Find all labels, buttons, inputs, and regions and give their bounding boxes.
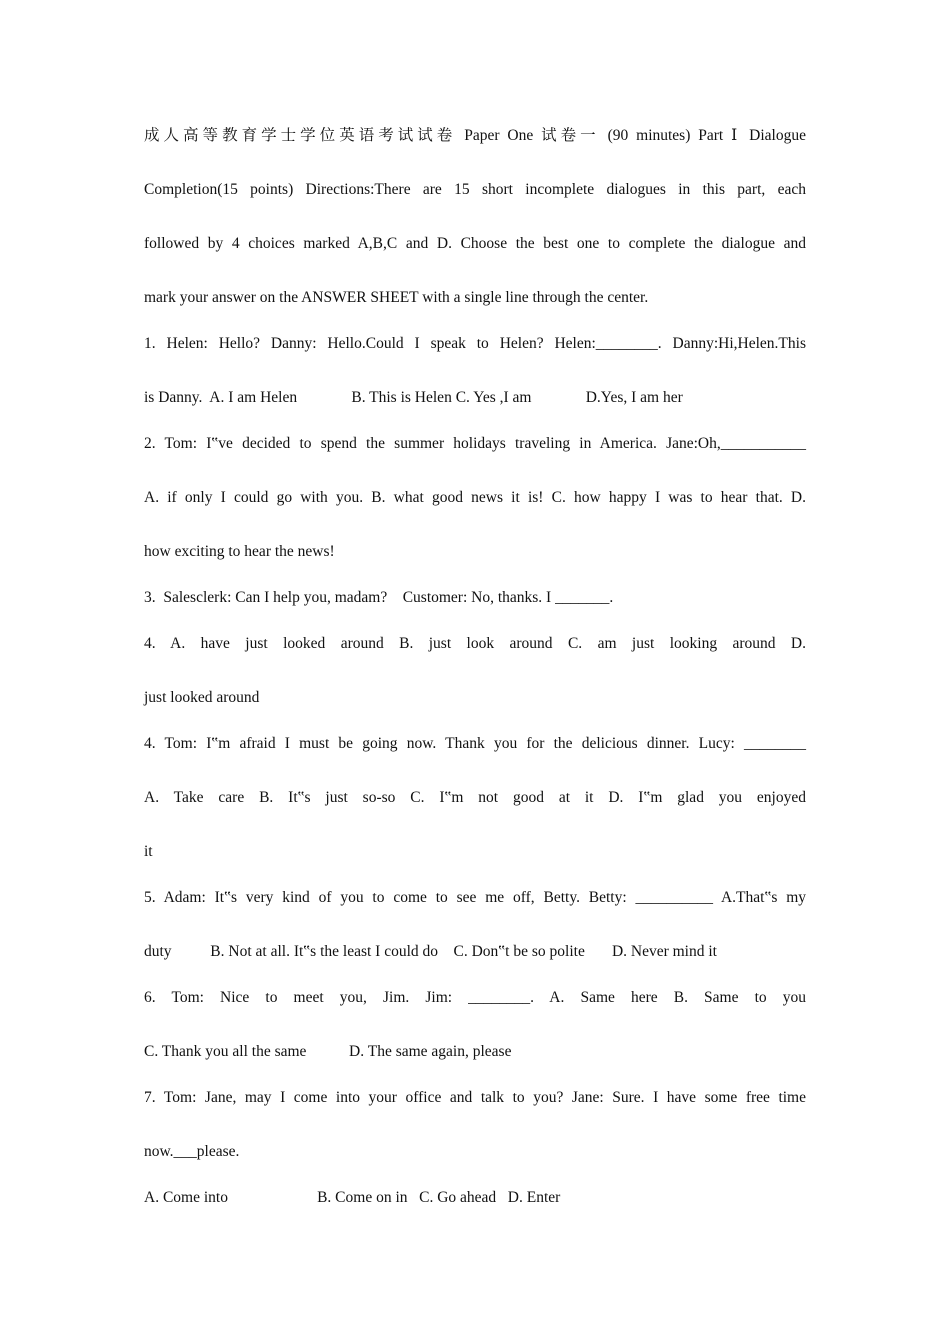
question-2-line-3: how exciting to hear the news!	[144, 543, 335, 560]
question-1-line-2: is Danny. A. I am Helen B. This is Helen C. Yes ,I am D.Yes, I am her	[144, 389, 683, 406]
question-7-line-2: now.___please.	[144, 1143, 240, 1160]
header-line-3: followed by 4 choices marked A,B,C and D. Choose the best one to complete the dialogue and	[144, 235, 806, 252]
question-3-options-line-2: just looked around	[144, 689, 260, 706]
question-2-line-2: A. if only I could go with you. B. what good news it is! C. how happy I was to hear that. D.	[144, 489, 806, 506]
question-2-line-1: 2. Tom: I‟ve decided to spend the summer holidays traveling in America. Jane:Oh,___________	[144, 435, 806, 452]
question-6-line-1: 6. Tom: Nice to meet you, Jim. Jim: ________. A. Same here B. Same to you	[144, 989, 806, 1006]
question-4-line-2: A. Take care B. It‟s just so-so C. I‟m not good at it D. I‟m glad you enjoyed	[144, 789, 806, 806]
question-7-options: A. Come into B. Come on in C. Go ahead D. Enter	[144, 1189, 561, 1206]
header-line-2: Completion(15 points) Directions:There are 15 short incomplete dialogues in this part, each	[144, 181, 806, 198]
question-7-line-1: 7. Tom: Jane, may I come into your office and talk to you? Jane: Sure. I have some free time	[144, 1089, 806, 1106]
question-4-line-1: 4. Tom: I‟m afraid I must be going now. Thank you for the delicious dinner. Lucy: ________	[144, 735, 806, 752]
question-5-line-1: 5. Adam: It‟s very kind of you to come to see me off, Betty. Betty: __________ A.That‟s my	[144, 889, 806, 906]
header-line-4: mark your answer on the ANSWER SHEET with a single line through the center.	[144, 289, 649, 306]
question-1-line-1: 1. Helen: Hello? Danny: Hello.Could I speak to Helen? Helen:________. Danny:Hi,Helen.This	[144, 335, 806, 352]
header-line-1: 成人高等教育学士学位英语考试试卷 Paper One 试卷一 (90 minutes) Part Ⅰ Dialogue	[144, 127, 806, 144]
question-3-line-1: 3. Salesclerk: Can I help you, madam? Customer: No, thanks. I _______.	[144, 589, 614, 606]
question-3-options-line-1: 4. A. have just looked around B. just look around C. am just looking around D.	[144, 635, 806, 652]
question-6-line-2: C. Thank you all the same D. The same again, please	[144, 1043, 512, 1060]
question-4-line-3: it	[144, 843, 153, 860]
question-5-line-2: duty B. Not at all. It‟s the least I could do C. Don‟t be so polite D. Never mind it	[144, 943, 717, 960]
